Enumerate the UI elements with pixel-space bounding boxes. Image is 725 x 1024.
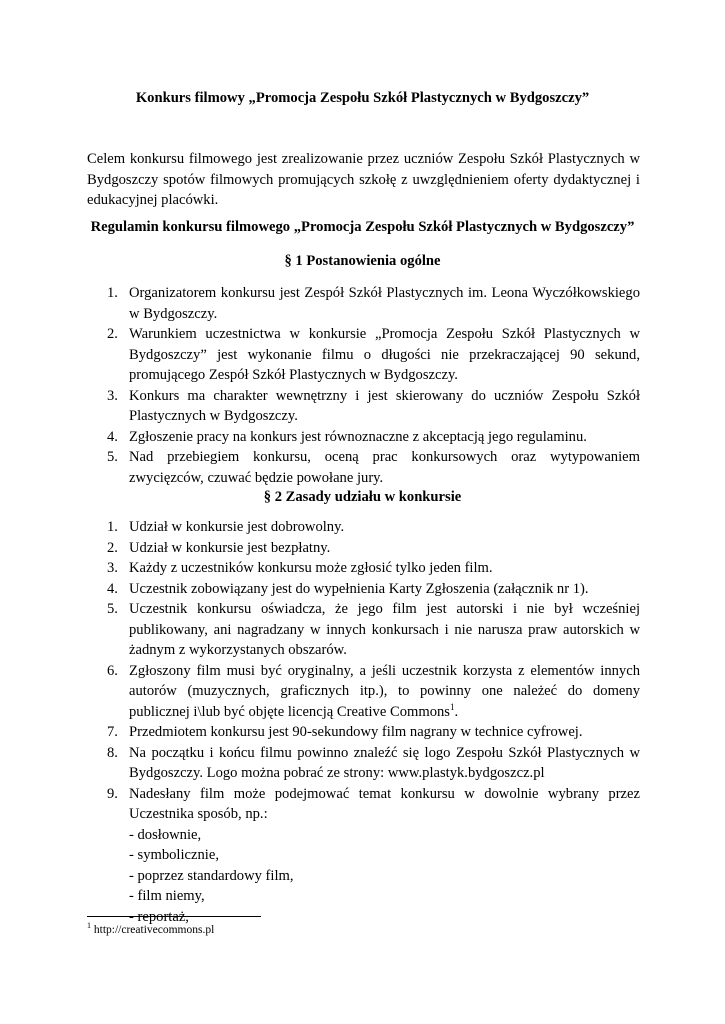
list-item xyxy=(87,558,640,579)
list-item-tail: . xyxy=(454,703,459,720)
section-1-heading: § 1 Postanowienia ogólne xyxy=(284,253,441,269)
sub-item: - film niemy, xyxy=(129,888,205,904)
footnote-reference: 1 xyxy=(449,701,455,712)
sub-item: - poprzez standardowy film, xyxy=(129,867,294,884)
intro-paragraph: Celem konkursu filmowego jest zrealizowanie przez uczniów Zespołu Szkół Plastycznych w Bydgoszczy spotów filmowych promujących szkołę z uwzględnieniem oferty dydaktycznej i edukacyjnej placówki. xyxy=(87,151,640,208)
list-number: 1. xyxy=(107,519,118,535)
list-item xyxy=(87,661,640,723)
list-item xyxy=(87,386,640,427)
list-item-text: Zgłoszony film musi być oryginalny, a jeśli uczestnik korzysta z elementów innych autorów (muzycznych, graficznych itp.), to powinny one należeć do domeny publicznej i\lub być objęte licencją Creative Commons xyxy=(129,662,640,720)
footnote-text: http://creativecommons.pl xyxy=(91,924,215,936)
list-number: 7. xyxy=(107,724,118,740)
list-item-text: Udział w konkursie jest bezpłatny. xyxy=(129,539,331,556)
list-number: 5. xyxy=(107,449,118,465)
list-item xyxy=(87,722,640,743)
list-item xyxy=(87,538,640,559)
footnote-divider xyxy=(87,916,261,917)
list-item xyxy=(87,283,640,324)
footnote-mark: 1 xyxy=(87,921,91,931)
section-2-list xyxy=(87,517,640,927)
list-item-text: Zgłoszenie pracy na konkurs jest równoznaczne z akceptacją jego regulaminu. xyxy=(129,428,587,445)
list-item-text: Nadesłany film może podejmować temat konkursu w dowolnie wybrany przez Uczestnika sposób, np.: xyxy=(129,785,640,822)
list-item-text: Konkurs ma charakter wewnętrzny i jest skierowany do uczniów Zespołu Szkół Plastycznych w Bydgoszczy. xyxy=(129,387,640,424)
sub-item: - dosłownie, xyxy=(129,826,202,843)
list-item-text: Każdy z uczestników konkursu może zgłosić tylko jeden film. xyxy=(129,560,493,576)
list-number: 4. xyxy=(107,428,118,445)
list-number: 6. xyxy=(107,662,118,679)
list-number: 1. xyxy=(107,285,118,301)
list-number: 4. xyxy=(107,580,118,597)
list-number: 2. xyxy=(107,539,118,556)
list-item-text: Warunkiem uczestnictwa w konkursie „Promocja Zespołu Szkół Plastycznych w Bydgoszczy” jest wykonanie filmu o długości nie przekraczającej 90 sekund, promującego Zespół Szkół Plastycznych w Bydgoszczy. xyxy=(129,326,640,383)
footnote xyxy=(87,923,214,937)
list-item-text: Udział w konkursie jest dobrowolny. xyxy=(129,519,345,535)
list-item xyxy=(87,579,640,600)
list-item xyxy=(87,427,640,448)
list-item-text: Organizatorem konkursu jest Zespół Szkół Plastycznych im. Leona Wyczółkowskiego w Bydgoszczy. xyxy=(129,285,640,322)
sub-item: - symbolicznie, xyxy=(129,847,219,863)
list-item-text: Uczestnik konkursu oświadcza, że jego film jest autorski i nie był wcześniej publikowany, ani nagradzany w innych konkursach i nie narusza praw autorskich w żadnym z wykorzystanych obszarów. xyxy=(129,601,640,658)
section-2-heading: § 2 Zasady udziału w konkursie xyxy=(263,489,462,505)
list-item xyxy=(87,324,640,386)
sub-item: - reportaż, xyxy=(129,908,189,925)
list-item xyxy=(87,599,640,661)
list-number: 8. xyxy=(107,744,118,761)
list-item-text: Nad przebiegiem konkursu, oceną prac konkursowych oraz wytypowaniem zwycięzców, czuwać będzie powołane jury. xyxy=(129,449,640,486)
list-item-text: Przedmiotem konkursu jest 90-sekundowy film nagrany w technice cyfrowej. xyxy=(129,724,583,740)
list-number: 5. xyxy=(107,601,118,617)
list-number: 3. xyxy=(107,560,118,576)
list-number: 9. xyxy=(107,785,118,802)
regulations-title: Regulamin konkursu filmowego „Promocja Zespołu Szkół Plastycznych w Bydgoszczy” xyxy=(90,219,635,235)
list-item-text: Na początku i końcu filmu powinno znaleźć się logo Zespołu Szkół Plastycznych w Bydgoszczy. Logo można pobrać ze strony: www.plastyk.bydgoszcz.pl xyxy=(129,744,640,781)
section-1-list xyxy=(87,283,640,488)
list-number: 2. xyxy=(107,326,118,342)
list-item xyxy=(87,517,640,538)
list-item-text: Uczestnik zobowiązany jest do wypełnienia Karty Zgłoszenia (załącznik nr 1). xyxy=(129,580,589,597)
list-item xyxy=(87,743,640,784)
list-item xyxy=(87,447,640,488)
document-title: Konkurs filmowy „Promocja Zespołu Szkół Plastycznych w Bydgoszczy” xyxy=(135,90,590,106)
list-number: 3. xyxy=(107,387,118,404)
